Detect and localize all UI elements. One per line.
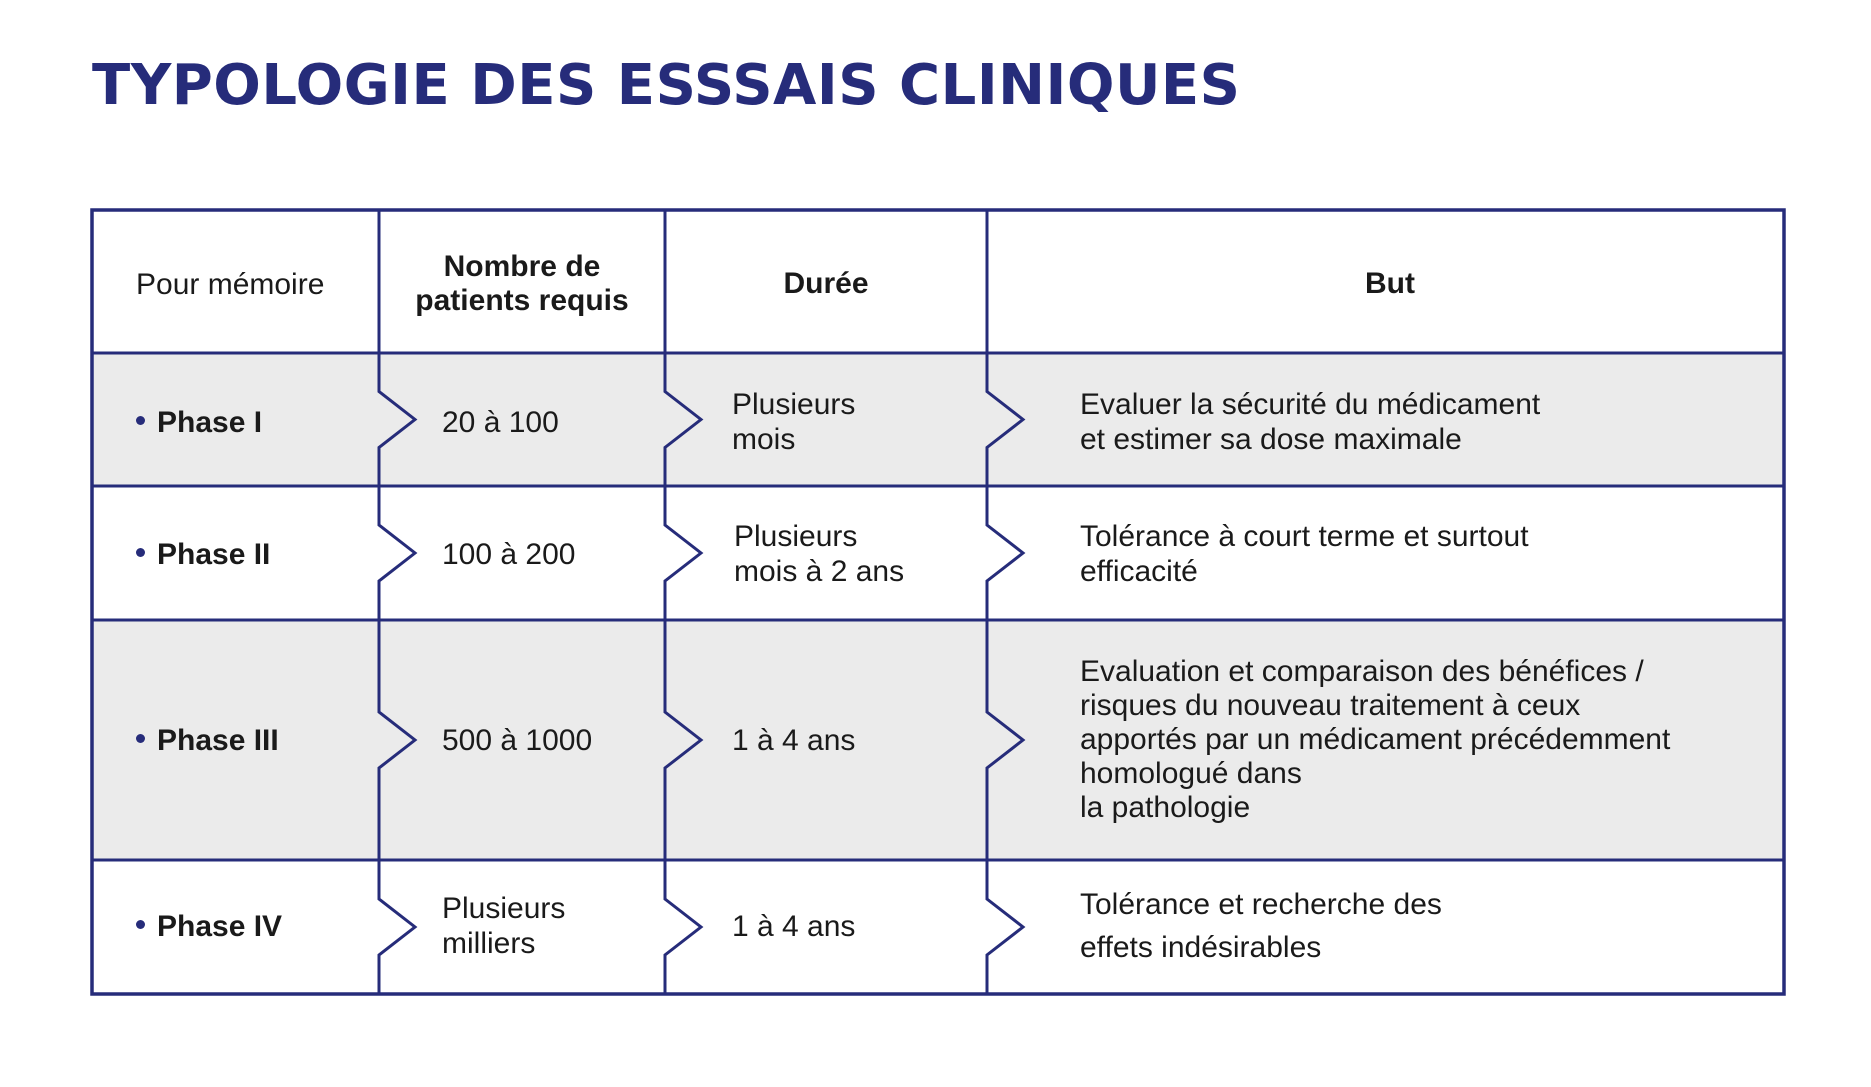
duration-value: 1 à 4 ans	[732, 723, 856, 757]
goal-text: Tolérance et recherche des	[1080, 888, 1442, 921]
goal-text: et estimer sa dose maximale	[1080, 423, 1462, 456]
patients-value: 20 à 100	[442, 405, 559, 439]
duration-value: Plusieurs	[732, 388, 856, 421]
page-title: TYPOLOGIE DES ESSSAIS CLINIQUES	[92, 53, 1241, 118]
patients-value: 500 à 1000	[442, 723, 593, 757]
phase-cell	[136, 356, 376, 488]
bullet-icon	[136, 920, 145, 929]
header-patients-cell	[382, 212, 662, 356]
goal-text: apportés par un médicament précédemment	[1080, 723, 1671, 756]
patients-cell	[442, 620, 662, 860]
goal-text: efficacité	[1080, 555, 1198, 588]
phase-label: Phase IV	[136, 909, 376, 944]
patients-value: milliers	[442, 927, 536, 960]
goal-text: Evaluer la sécurité du médicament	[1080, 388, 1541, 421]
goal-text: effets indésirables	[1080, 931, 1322, 964]
goal-cell	[1080, 356, 1780, 488]
bullet-icon	[136, 416, 145, 425]
phase-label: Phase I	[136, 405, 376, 440]
header-goal-cell	[990, 212, 1790, 356]
goal-text: Evaluation et comparaison des bénéfices /	[1080, 655, 1644, 688]
header-duration: Durée	[783, 267, 869, 300]
header-duration-cell	[668, 212, 984, 356]
duration-cell	[734, 488, 984, 620]
header-memo: Pour mémoire	[136, 267, 325, 301]
phase-label: Phase III	[136, 723, 376, 758]
goal-cell	[1080, 488, 1780, 620]
duration-value: Plusieurs	[734, 520, 858, 553]
phase-label: Phase II	[136, 537, 376, 572]
duration-value: mois	[732, 423, 796, 456]
patients-cell	[442, 488, 662, 620]
phase-cell	[136, 488, 376, 620]
header-patients-line: patients requis	[415, 284, 629, 317]
patients-value: 100 à 200	[442, 537, 576, 571]
header-patients-line: Nombre de	[443, 250, 601, 283]
bullet-icon	[136, 734, 145, 743]
goal-text: risques du nouveau traitement à ceux	[1080, 689, 1581, 722]
goal-text: Tolérance à court terme et surtout	[1080, 520, 1529, 553]
duration-cell	[732, 620, 982, 860]
goal-text: la pathologie	[1080, 791, 1251, 824]
header-goal: But	[1365, 267, 1415, 300]
patients-cell	[442, 860, 662, 992]
bullet-icon	[136, 548, 145, 557]
duration-cell	[732, 356, 982, 488]
phase-cell	[136, 860, 376, 992]
header-memo-cell	[136, 212, 376, 356]
patients-value: Plusieurs	[442, 892, 566, 925]
goal-cell	[1080, 860, 1780, 992]
duration-value: mois à 2 ans	[734, 555, 905, 588]
patients-cell	[442, 356, 662, 488]
goal-text: homologué dans	[1080, 757, 1302, 790]
duration-value: 1 à 4 ans	[732, 909, 856, 943]
duration-cell	[732, 860, 982, 992]
phase-cell	[136, 620, 376, 860]
goal-cell	[1080, 620, 1785, 860]
